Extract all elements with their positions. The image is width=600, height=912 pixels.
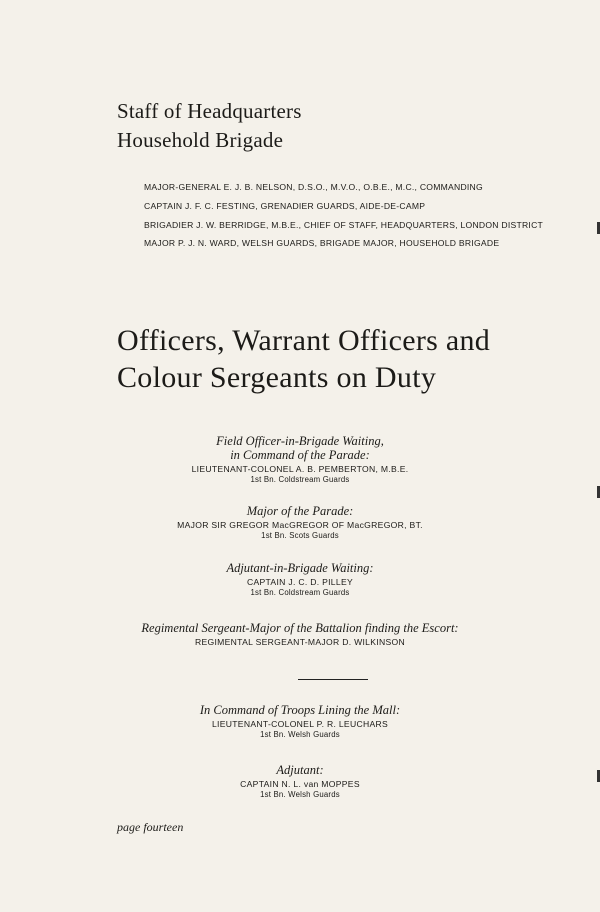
staff-heading-line1: Staff of Headquarters bbox=[117, 99, 302, 123]
officer-name: CAPTAIN N. L. van MOPPES bbox=[240, 779, 360, 789]
officer-name: CAPTAIN J. C. D. PILLEY bbox=[246, 577, 354, 587]
officer-unit: 1st Bn. Welsh Guards bbox=[260, 730, 340, 739]
staff-member: BRIGADIER J. W. BERRIDGE, M.B.E., CHIEF OF STAFF, HEADQUARTERS, LONDON DISTRICT bbox=[144, 220, 544, 230]
officer-unit: 1st Bn. Welsh Guards bbox=[260, 790, 340, 799]
duty-role: Adjutant: bbox=[276, 763, 324, 777]
duty-role: Major of the Parade: bbox=[246, 504, 354, 518]
officer-name: MAJOR SIR GREGOR MacGREGOR OF MacGREGOR, BT. bbox=[177, 520, 423, 530]
staff-member: MAJOR P. J. N. WARD, WELSH GUARDS, BRIGADE MAJOR, HOUSEHOLD BRIGADE bbox=[144, 238, 500, 248]
duty-entry bbox=[0, 434, 600, 484]
officer-name: LIEUTENANT-COLONEL A. B. PEMBERTON, M.B.E. bbox=[191, 464, 409, 474]
staff-list bbox=[144, 182, 544, 257]
section-divider bbox=[298, 679, 368, 680]
duty-heading-line2: Colour Sergeants on Duty bbox=[117, 361, 437, 394]
staff-member: MAJOR-GENERAL E. J. B. NELSON, D.S.O., M.V.O., O.B.E., M.C., COMMANDING bbox=[144, 182, 483, 192]
officer-name: LIEUTENANT-COLONEL P. R. LEUCHARS bbox=[211, 719, 389, 729]
duty-role: Regimental Sergeant-Major of the Battalion finding the Escort: bbox=[141, 621, 459, 635]
duty-role: In Command of Troops Lining the Mall: bbox=[199, 703, 401, 717]
page-number: page fourteen bbox=[117, 820, 184, 834]
duty-heading-line1: Officers, Warrant Officers and bbox=[117, 324, 491, 357]
duty-entry bbox=[0, 621, 600, 648]
duty-entry bbox=[0, 763, 600, 799]
duty-role: in Command of the Parade: bbox=[230, 448, 370, 462]
duty-heading bbox=[117, 322, 577, 396]
officer-name: REGIMENTAL SERGEANT-MAJOR D. WILKINSON bbox=[194, 637, 406, 647]
officer-unit: 1st Bn. Coldstream Guards bbox=[250, 475, 350, 484]
duty-entry bbox=[0, 561, 600, 597]
duty-entry bbox=[0, 504, 600, 540]
officer-unit: 1st Bn. Coldstream Guards bbox=[250, 588, 350, 597]
staff-member: CAPTAIN J. F. C. FESTING, GRENADIER GUARDS, AIDE-DE-CAMP bbox=[144, 201, 426, 211]
staff-heading-line2: Household Brigade bbox=[117, 128, 284, 152]
staff-heading bbox=[117, 97, 302, 155]
duty-role: Adjutant-in-Brigade Waiting: bbox=[226, 561, 374, 575]
duty-entry bbox=[0, 703, 600, 739]
duty-role: Field Officer-in-Brigade Waiting, bbox=[216, 434, 384, 448]
officer-unit: 1st Bn. Scots Guards bbox=[261, 531, 339, 540]
